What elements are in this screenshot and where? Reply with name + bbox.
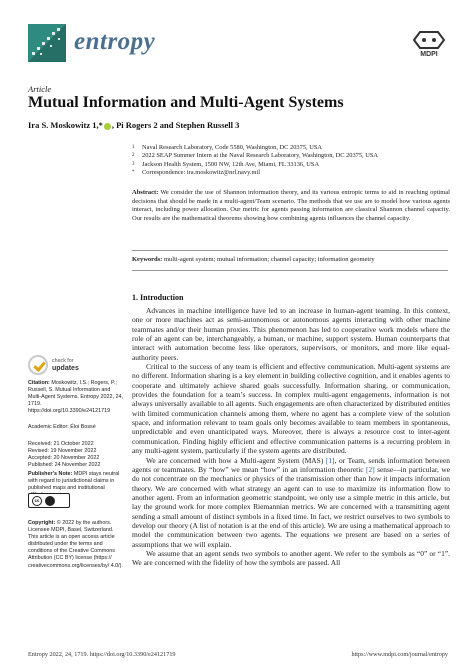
paragraph: Advances in machine intelligence have led to an increase in human-agent teaming. In this context, one or more machines act as semi-autonomous or autonomous agents interacting with other machine teammates and/or their human proxies. This phenomenon has led to cooperative work models where the role of an agent can be, interchangeably, a human, or machine, support system. Human counterparts that interact with automation become less like operators, supervisors, or monitors, and more like equal-authority peers. (132, 306, 450, 362)
affiliation-item (132, 161, 448, 169)
author-first: Ira S. Moskowitz 1,* (28, 120, 103, 130)
date-published: Published: 24 November 2022 (28, 462, 101, 469)
affiliation-text: Jackson Health System, 1500 NW, 12th Ave, Miami, FL 33136, USA (142, 160, 320, 168)
affiliation-number: 2 (132, 153, 135, 159)
article-type: Article (28, 84, 52, 94)
paragraph (132, 456, 450, 549)
publisher-name: MDPI (420, 51, 438, 58)
editor-label: Academic Editor: (28, 424, 69, 430)
date-revised: Revised: 19 November 2022 (28, 448, 97, 455)
citation-block (28, 380, 124, 415)
affiliation-item (132, 152, 448, 160)
abstract-label: Abstract: (132, 189, 159, 196)
citation-text: Moskowitz, I.S.; Rogers, P.; Russell, S. Mutual Information and Multi-Agent Systems. Entropy 2022, 24, 1719. https://doi.org/10.3390/e24121719 (28, 380, 123, 415)
affiliation-text: 2022 SEAP Summer Intern at the Naval Research Laboratory, Washington, DC 20375, USA (142, 152, 379, 160)
cc-by-license-badge[interactable] (28, 493, 70, 508)
abstract (132, 189, 450, 223)
section-heading: 1. Introduction (132, 293, 184, 302)
journal-header (28, 24, 448, 68)
keywords-text: multi-agent system; mutual information; channel capacity; information geometry (163, 256, 375, 263)
author-rest: , Pi Rogers 2 and Stephen Russell 3 (111, 120, 240, 130)
affiliation-number: 3 (132, 161, 135, 167)
entropy-logo-icon (28, 24, 66, 62)
affiliation-item (132, 169, 448, 177)
paragraph: Critical to the success of any team is efficient and effective communication. Multi-agent systems are no different. Information sharing is a key element in building collective cognition, and it enables agents to cooperate and ultimately achieve shared goals successfully. Information sharing, or communication, provides the foundation for a team’s success. In complex multi-agent engagements, information is not always universally available to all agents. Such engagements are often characterized by distributed entities with limited communication channels among them, where no agent has a complete view of the solution space, and information relevant to team goals only becomes available to team members in spontaneous, unpredictable and even unanticipated ways. Moreover, there is always a resource cost to inter-agent communication. Finding highly efficient and effective communication patterns is a recurring problem in any multi-agent system, particularly if the system agents are distributed. (132, 362, 450, 456)
publisher-note-label: Publisher’s Note: (28, 471, 73, 477)
footer-journal-url[interactable]: https://www.mdpi.com/journal/entropy (351, 651, 448, 658)
check-for-updates-button[interactable] (28, 355, 98, 377)
paragraph-text: sense—in particular, we do not concentrate on the mechanics or physics of the transmission other than how it impacts information theory. We are concerned with what strategy an agent can to use to maximize its information flow to another agent. From an information geometric standpoint, we only use a simple metric in this article, but lay the ground work for more complex Riemannian metrics. We are concerned with a transmitting agent sending a small amount of distinct symbols in a fixed time. In fact, we restrict ourselves to two symbols to develop our theory (A list of notation is at the end of this article). We are using a mathematical approach to model the communication between two agents. The equations we present are based on a series of assumptions that we will explain. (132, 464, 450, 549)
date-accepted: Accepted: 20 November 2022 (28, 455, 100, 462)
citation-link[interactable]: [1] (325, 455, 335, 465)
abstract-text: We consider the use of Shannon information theory, and its various entropic terms to aid in reaching optimal decisions that should be made in a multi-agent/Team scenario. The methods that we use are to model how various agents interact, including power allocation. Our metric for agents passing information are classical Shannon channel capacity. Our results are the mathematical theorems showing how combining agents influences the channel capacity. (132, 189, 450, 222)
check-updates-icon (28, 355, 48, 375)
keywords-label: Keywords: (132, 256, 163, 263)
check-updates-line1: check for (52, 358, 74, 364)
academic-editor (28, 424, 124, 431)
author-list (28, 120, 239, 130)
date-received: Received: 21 October 2022 (28, 441, 94, 447)
journal-name: entropy (74, 28, 156, 55)
article-title: Mutual Information and Multi-Agent Systems (28, 94, 344, 111)
copyright-block (28, 520, 124, 570)
footer-citation: Entropy 2022, 24, 1719. https://doi.org/10.3390/e24121719 (28, 651, 176, 658)
publisher-note-text: MDPI stays neutral with regard to jurisdictional claims in published maps and institutional (28, 471, 120, 492)
affiliation-text: Naval Research Laboratory, Code 5580, Washington, DC 20375, USA (142, 144, 322, 151)
mdpi-logo-icon (410, 30, 448, 50)
check-updates-line2: updates (52, 365, 79, 372)
cc-by-icon (45, 496, 55, 506)
divider (132, 270, 448, 271)
citation-label: Citation: (28, 380, 50, 386)
publication-dates (28, 441, 124, 469)
copyright-text: © 2022 by the authors. Licensee MDPI, Basel, Switzerland. This article is an open access article distributed under the terms and conditions of the Creative Commons Attribution (CC BY) license (https:// creativecommons.org/licenses/by/ 4.0/). (28, 520, 123, 569)
body-text (132, 306, 450, 568)
affiliation-number: 1 (132, 145, 135, 150)
editor-name: Éloi Bossé (70, 424, 96, 430)
paragraph-text: We are concerned with how a Multi-agent System (MAS) (146, 455, 326, 465)
citation-link[interactable]: [2] (366, 464, 375, 474)
correspondence-email[interactable]: Correspondence: ira.moskowitz@nrl.navy.mil (142, 168, 260, 176)
cc-icon: cc (32, 496, 42, 506)
keywords (132, 256, 450, 265)
paragraph-text: , or Team, sends information between agents or teammates. By “how” we mean “how” in an information theoretic (132, 455, 450, 474)
copyright-label: Copyright: (28, 520, 56, 526)
affiliation-number: * (132, 169, 135, 175)
paragraph: We assume that an agent sends two symbols to another agent. We refer to the symbols as “0” or “1”. We are concerned with the fidelity of how the symbols are passed. All (132, 548, 450, 568)
orcid-icon[interactable] (104, 123, 111, 130)
affiliations (132, 144, 448, 177)
divider (132, 250, 448, 251)
affiliation-item (132, 144, 448, 152)
